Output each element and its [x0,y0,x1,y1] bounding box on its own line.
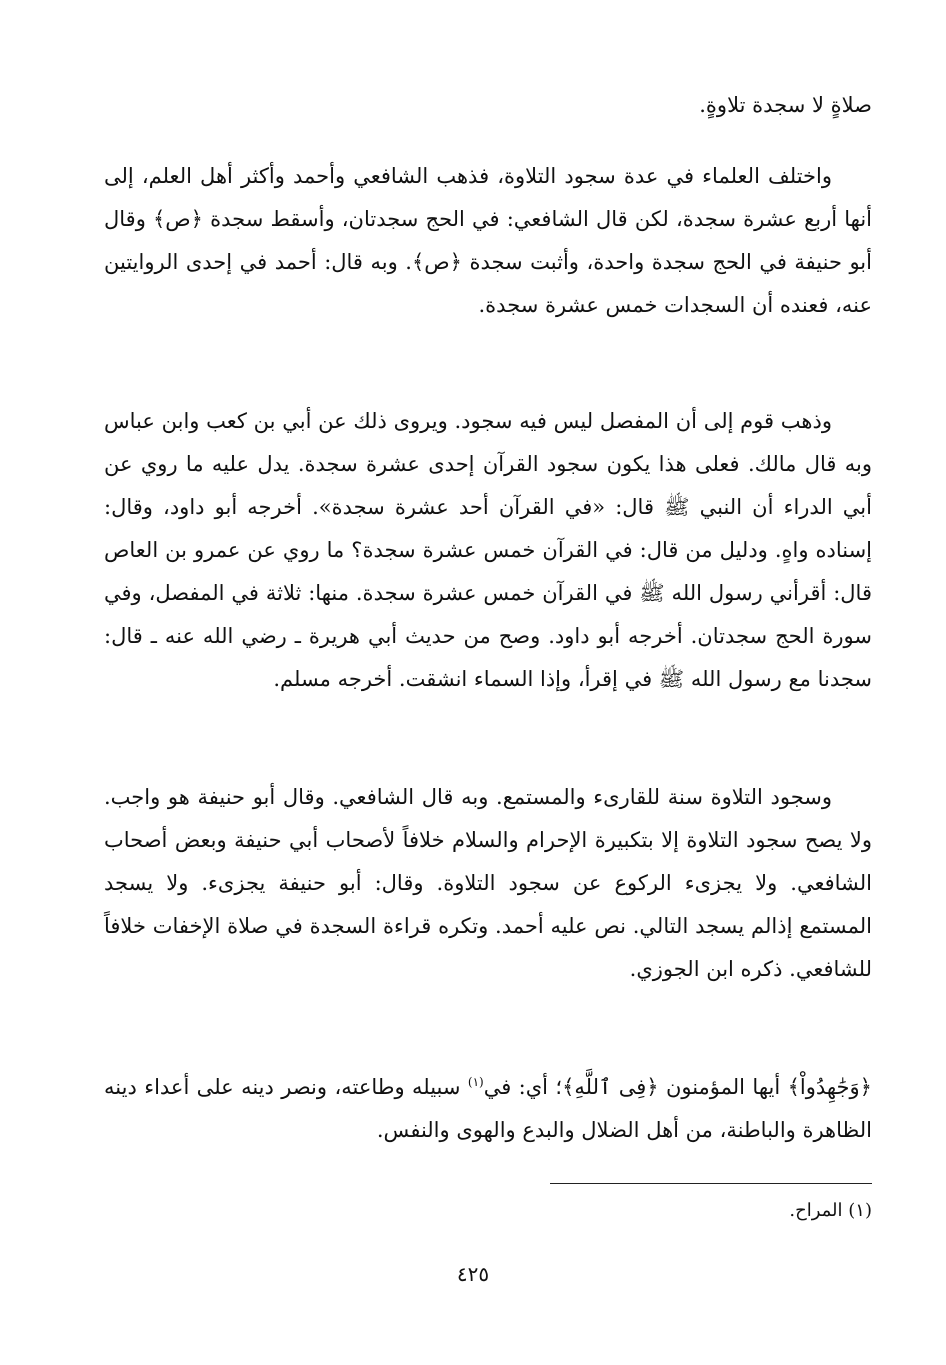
footnote: (١) المراح. [789,1200,872,1221]
footnote-divider [550,1183,872,1184]
paragraph-1 [104,155,872,327]
continuation-line: صلاةٍ لا سجدة تلاوةٍ. [699,93,872,117]
paragraph-3 [104,776,872,991]
paragraph-4-text-end: سبيله وطاعته، ونصر دينه على أعداء دينه الظاهرة والباطنة، من أهل الضلال والبدع والهوى والنفس. [104,1075,872,1142]
paragraph-2-text: وذهب قوم إلى أن المفصل ليس فيه سجود. ويروى ذلك عن أبي بن كعب وابن عباس وبه قال مالك. فعلى هذا يكون سجود القرآن إحدى عشرة سجدة. يدل عليه ما روي عن أبي الدراء أن النبي ﷺ قال: «في القرآن أحد عشرة سجدة». أخرجه أبو داود، وقال: إسناده واهٍ. ودليل من قال: في القرآن خمس عشرة سجدة؟ ما روي عن عمرو بن العاص قال: أقرأني رسول الله ﷺ في القرآن خمس عشرة سجدة. منها: ثلاثة في المفصل، وفي سورة الحج سجدتان. أخرجه أبو داود. وصح من حديث أبي هريرة ـ رضي الله عنه ـ قال: سجدنا مع رسول الله ﷺ في إقرأ، وإذا السماء انشقت. أخرجه مسلم. [104,409,872,691]
page-number: ٤٢٥ [456,1262,490,1286]
footnote-marker: (١) [467,1075,484,1089]
paragraph-3-text: وسجود التلاوة سنة للقارىء والمستمع. وبه قال الشافعي. وقال أبو حنيفة هو واجب. ولا يصح سجود التلاوة إلا بتكبيرة الإحرام والسلام خلافاً لأصحاب أبي حنيفة وبعض أصحاب الشافعي. ولا يجزىء الركوع عن سجود التلاوة. وقال: أبو حنيفة يجزىء. ولا يسجد المستمع إذالم يسجد التالي. نص عليه أحمد. وتكره قراءة السجدة في صلاة الإخفات خلافاً للشافعي. ذكره ابن الجوزي. [104,785,872,981]
paragraph-4 [104,1066,872,1152]
paragraph-2 [104,400,872,701]
paragraph-1-text: واختلف العلماء في عدة سجود التلاوة، فذهب الشافعي وأحمد وأكثر أهل العلم، إلى أنها أربع عشرة سجدة، لكن قال الشافعي: في الحج سجدتان، وأسقط سجدة ﴿ص﴾ وقال أبو حنيفة في الحج سجدة واحدة، وأثبت سجدة ﴿ص﴾. وبه قال: أحمد في إحدى الروايتين عنه، فعنده أن السجدات خمس عشرة سجدة. [104,164,872,317]
paragraph-4-text-start: ﴿وَجَٰهِدُواْ﴾ أيها المؤمنون ﴿فِى ٱللَّهِ﴾؛ أي: في [483,1075,872,1099]
